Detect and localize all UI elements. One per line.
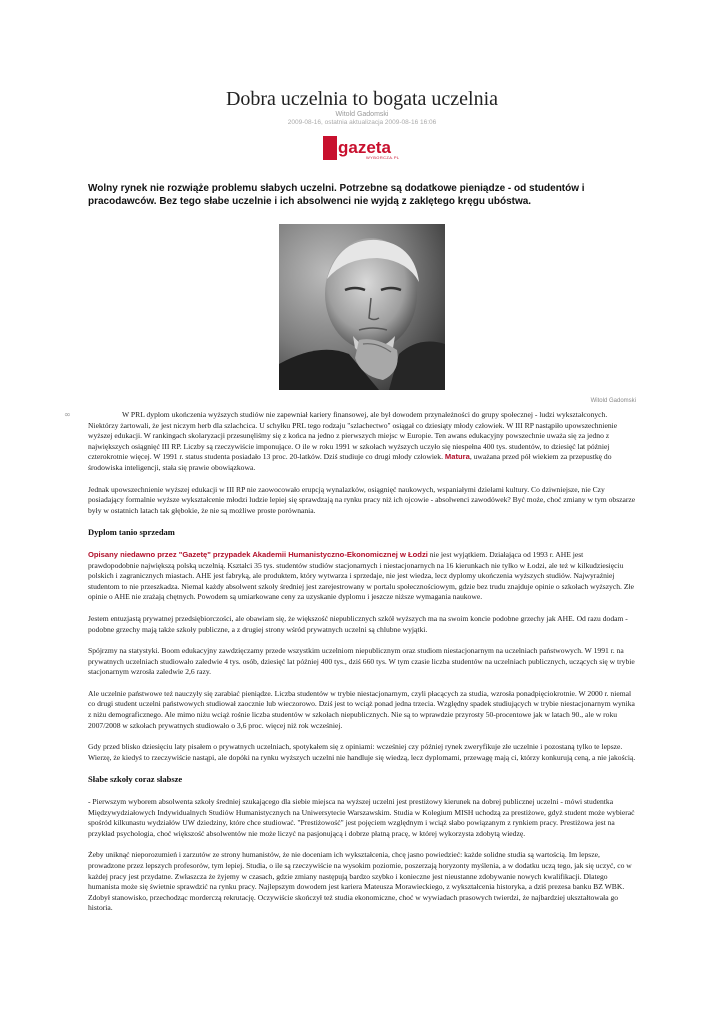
paragraph-3: [88, 550, 636, 603]
article-title: Dobra uczelnia to bogata uczelnia: [225, 88, 499, 110]
article-body: [88, 410, 636, 925]
article-lead: Wolny rynek nie rozwiąże problemu słabych uczelni. Potrzebne są dodatkowe pieniądze - od studentów i pracodawców. Bez tego słabe uczelnie i ich absolwenci nie wyjdą z zaklętego kręgu ubóstwa.: [88, 183, 585, 207]
article-date: 2009-08-16, ostatnia aktualizacja 2009-08-16 16:06: [287, 119, 437, 126]
subheading-slabe-szkoly: Słabe szkoły coraz słabsze: [88, 774, 183, 785]
broken-image-icon: ∞: [64, 410, 71, 419]
paragraph-7: Gdy przed blisko dziesięciu laty pisałem o prywatnych uczelniach, spotykałem się z opiniami: wcześniej czy później rynek zweryfikuje złe uczelnie i pozostaną tylko te lepsze. Wierzę, że kiedyś to rzeczywiście nastąpi, ale dopóki na rynku wyższych uczelni nie handluje się wiedzą, lecz dyplomami, przewagę mają ci, którzy konkurują ceną, a nie jakością.: [88, 742, 636, 762]
paragraph-6: Ale uczelnie państwowe też nauczyły się zarabiać pieniądze. Liczba studentów w trybie niestacjonarnym, czyli płacących za studia, wzrosła ponadpięciokrotnie. W 2000 r. niemal co drugi student uczelni państwowych studiował zaocznie lub wieczorowo. Dziś jest to wciąż ponad jedna trzecia. Względny spadek studiujących w trybie niestacjonarnym wynika z niżu demograficznego. Ale mimo niżu wciąż rośnie liczba studentów w szkołach niepublicznych. Nie są to wprawdzie przyrosty 50-procentowe jak w latach 90., ale w roku 2007/2008 w szkołach prywatnych studiowało o 3,6 proc. więcej niż rok wcześniej.: [88, 688, 635, 730]
ahe-article-link[interactable]: Opisany niedawno przez "Gazetę" przypadek Akademii Humanistyczno-Ekonomicznej w Łodzi: [88, 549, 428, 559]
paragraph-4: Jestem entuzjastą prywatnej przedsiębiorczości, ale obawiam się, że większość niepublicznych szkół wyższych ma na swoim koncie podobne grzechy jak AHE. Od razu dodam - podobne grzechy mają także szkoły publiczne, a z drugiej strony wśród prywatnych uczelni są chlubne wyjątki.: [88, 613, 628, 634]
gazeta-logo[interactable]: [322, 134, 402, 162]
logo-subtext: WYBORCZA.PL: [366, 155, 400, 160]
logo-text: gazeta: [338, 138, 391, 157]
paragraph-9: Żeby uniknąć nieporozumień i zarzutów ze strony humanistów, że nie doceniam ich wykształcenia, chcę jasno powiedzieć: każde solidne studia są wartością. Im lepsze, prowadzone przez lepszych profesorów, tym lepiej. Studia, o ile są rzeczywiście na wysokim poziomie, poszerzają horyzonty myślenia, a w dodatku uczą tego, jak się uczyć, co w każdej pracy jest przydatne. Zwłaszcza że żyjemy w czasach, gdzie zmiany następują bardzo szybko i konieczne jest nieustanne zdobywanie nowych kwalifikacji. Dlatego humanista może się świetnie sprawdzić na rynku pracy. Najlepszym dowodem jest kariera Mateusza Morawieckiego, z wykształcenia historyka, a dziś prezesa banku BZ WBK. Zdobył stanowisko, przechodząc morderczą rekrutację. Oczywiście skończył też studia ekonomiczne, choć w wywiadach prasowych twierdzi, że najbardziej ukształtowała go historia.: [88, 850, 632, 913]
paragraph-3-text: nie jest wyjątkiem. Działająca od 1993 r. AHE jest prawdopodobnie największą polską uczelnią. Kształci 35 tys. studentów studiów stacjonarnych i niestacjonarnych na 16 kierunkach nie tylko w Łodzi, ale też w kilkudziesięciu polskich i zagranicznych miastach. AHE jest fabryką, ale produktem, który wytwarza i sprzedaje, nie jest wiedza, lecz dyplomy ukończenia wyższych studiów. Najwyraźniej studentom to nie przeszkadza. Niemal każdy absolwent szkoły średniej jest zarejestrowany w portalu społecznościowym, gdzie bez trudu znajduje opinie o szkołach wyższych. Złe opinie o AHE nie zrażają chętnych. Powodem są umiarkowane ceny za uzyskanie dyplomu i jeszcze niższe wymagania naukowe.: [88, 549, 634, 602]
paragraph-2: Jednak upowszechnienie wyższej edukacji w III RP nie zaowocowało erupcją wynalazków, osiągnięć naukowych, wspaniałymi dziełami kultury. Co dziwniejsze, nie Czy posiadający formalnie wyższe wykształcenie młodzi ludzie lepiej się sprawdzają na rynku pracy niż ich ojcowie - absolwenci zawodówek? Być może, choć zmiany w tym obszarze były w ostatnich latach tak głębokie, że nie są możliwe proste porównania.: [88, 484, 636, 515]
paragraph-1-text: W PRL dyplom ukończenia wyższych studiów nie zapewniał kariery finansowej, ale był dowodem przynależności do grupy społecznej - ludzi wykształconych. Niektórzy żartowali, że jest niczym herb dla szlachcica. U schyłku PRL tego rodzaju "szlachectwo" osiągał co dziesiąty młody człowiek. W III RP nastąpiło upowszechnienie wyższej edukacji. W rankingach skolaryzacji przesunęliśmy się z końca na jedno z pierwszych miejsc w Europie. Ten awans edukacyjny powszechnie uważa się za jedno z największych osiągnięć III RP. Liczby są rzeczywiście imponujące. O ile w roku 1991 w szkołach wyższych uczyło się niespełna 400 tys. studentów, to dziesięć lat później czterokrotnie więcej. W 1991 r. status studenta posiadało 13 proc. 20-latków. Dziś studiuje co drugi młody człowiek.: [88, 410, 618, 462]
paragraph-5: Spójrzmy na statystyki. Boom edukacyjny zawdzięczamy przede wszystkim uczelniom niepublicznym oraz studiom niestacjonarnym na uczelniach państwowych. W 1991 r. na prywatnych uczelniach studiowało zaledwie 4 tys. osób, dziesięć lat później 400 tys., dziś 660 tys. W tym czasie liczba studentów na uczelniach publicznych, uczących się w trybie stacjonarnym wzrosła zaledwie 2,6 razy.: [88, 646, 635, 677]
article-author: Witold Gadomski: [335, 111, 389, 118]
photo-caption: Witold Gadomski: [590, 398, 636, 404]
author-photo: [279, 224, 445, 390]
paragraph-1: [88, 410, 636, 474]
paragraph-1-tail: , uważana przed pół wiekiem za przepustkę do środowiska inteligencji, stała się prawie obowiązkowa.: [88, 452, 612, 472]
matura-link[interactable]: Matura: [444, 452, 470, 462]
paragraph-8: - Pierwszym wyborem absolwenta szkoły średniej szukającego dla siebie miejsca na wyższej uczelni jest prestiżowy kierunek na dobrej publicznej uczelni - mówi studentka Międzywydziałowych Indywidualnych Studiów Humanistycznych na Uniwersytecie Warszawskim. Studia w Kolegium MISH uchodzą za prestiżowe, gdyż student może wybierać spośród kilkunastu wydziałów UW dziedziny, które chce studiować. "Prestiżowość" jest pojęciem względnym i wciąż słabo powiązanym z rynkiem pracy. Prestiżowa jest na przykład psychologia, choć większość absolwentów nie może liczyć na pasjonującą i dobrze płatną pracę, w której wykorzysta zdobytą wiedzę.: [88, 797, 635, 838]
subheading-dyplom: Dyplom tanio sprzedam: [88, 527, 175, 538]
